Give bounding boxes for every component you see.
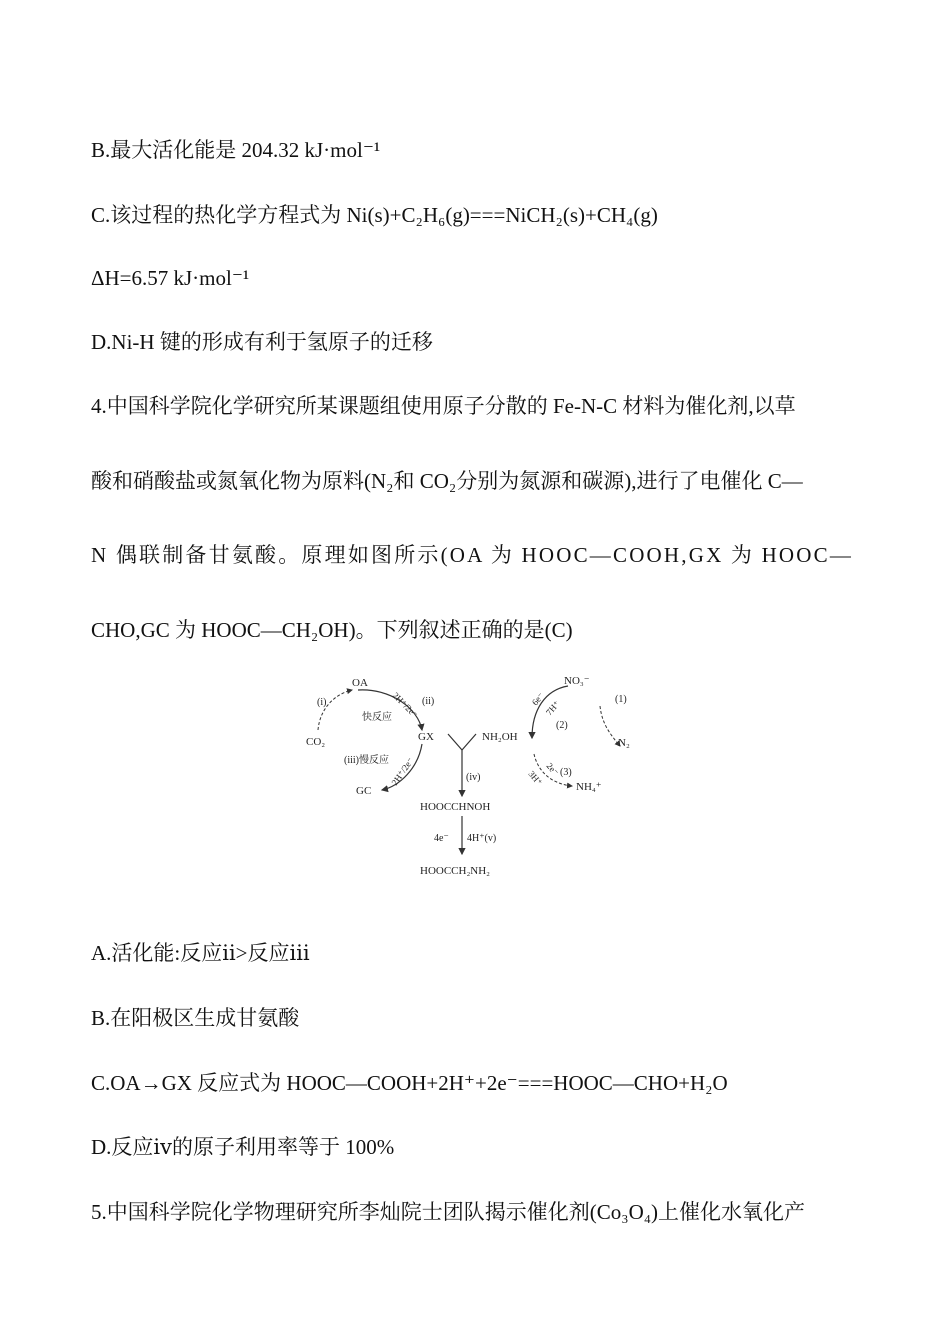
- label-2: (2): [556, 720, 568, 731]
- label-1: (1): [615, 694, 627, 705]
- q5-stem-line1: 5.中国科学院化学物理研究所李灿院士团队揭示催化剂(Co₃O₄)上催化水氧化产: [91, 1200, 806, 1224]
- label-6e: 6e⁻: [529, 690, 547, 708]
- arc-n2-to-no3: [600, 706, 620, 746]
- label-hooccHnoh: HOOCCHNOH: [420, 801, 491, 813]
- label-oa: OA: [352, 677, 368, 689]
- label-3: (3): [560, 767, 572, 778]
- q4-option-a: A.活化能:反应ⅱ>反应ⅲ: [91, 941, 310, 965]
- label-4e: 4e⁻: [434, 833, 449, 844]
- label-gx: GX: [418, 731, 434, 743]
- label-fast: 快反应: [362, 712, 392, 723]
- reaction-diagram: [300, 668, 650, 883]
- q3-option-d: D.Ni-H 键的形成有利于氢原子的迁移: [91, 330, 433, 354]
- q4-stem-line1: 4.中国科学院化学研究所某课题组使用原子分散的 Fe-N-C 材料为催化剂,以草: [91, 394, 796, 418]
- label-co2: CO₂: [306, 736, 326, 748]
- q4-option-d: D.反应ⅳ的原子利用率等于 100%: [91, 1135, 395, 1159]
- arc-co2-to-oa: [318, 690, 352, 730]
- q4-stem-line3: N 偶联制备甘氨酸。原理如图所示(OA 为 HOOC—COOH,GX 为 HOOC—: [91, 543, 854, 567]
- line-gx-merge: [448, 734, 462, 750]
- label-iii-slow: (iii)慢反应: [344, 755, 389, 766]
- label-4h-v: 4H⁺(v): [467, 833, 497, 844]
- label-nh4: NH₄⁺: [576, 781, 602, 793]
- q4-stem-line2: 酸和硝酸盐或氮氧化物为原料(N₂和 CO₂分别为氮源和碳源),进行了电催化 C—: [91, 469, 803, 493]
- label-i: (i): [317, 697, 327, 708]
- label-no3: NO₃⁻: [564, 675, 590, 687]
- line-nh2oh-merge: [462, 734, 476, 750]
- label-n2: N₂: [618, 737, 630, 749]
- label-iv: (iv): [466, 772, 481, 783]
- label-glycine: HOOCCH₂NH₂: [420, 865, 491, 877]
- label-3h: 3H⁺: [526, 768, 545, 788]
- q4-option-b: B.在阳极区生成甘氨酸: [91, 1006, 300, 1030]
- q3-option-c: C.该过程的热化学方程式为 Ni(s)+C₂H₆(g)===NiCH₂(s)+CH₄(g): [91, 203, 658, 227]
- label-2h2e-top: 2H⁺/2e⁻: [390, 690, 420, 720]
- q3-option-b: B.最大活化能是 204.32 kJ·mol⁻¹: [91, 138, 381, 162]
- label-gc: GC: [356, 785, 372, 797]
- label-2e: 2e⁻: [544, 760, 561, 778]
- label-nh2oh: NH₂OH: [482, 731, 518, 743]
- q4-option-c: C.OA→GX 反应式为 HOOC—COOH+2H⁺+2e⁻===HOOC—CHO+H₂O: [91, 1071, 728, 1095]
- label-2h2e-bottom: 2H⁺/2e⁻: [389, 755, 416, 788]
- label-ii: (ii): [422, 696, 435, 707]
- q4-stem-line4: CHO,GC 为 HOOC—CH₂OH)。下列叙述正确的是(C): [91, 618, 573, 642]
- label-7h: 7H⁺: [543, 698, 562, 718]
- q3-option-c-enthalpy: ΔH=6.57 kJ·mol⁻¹: [91, 266, 250, 290]
